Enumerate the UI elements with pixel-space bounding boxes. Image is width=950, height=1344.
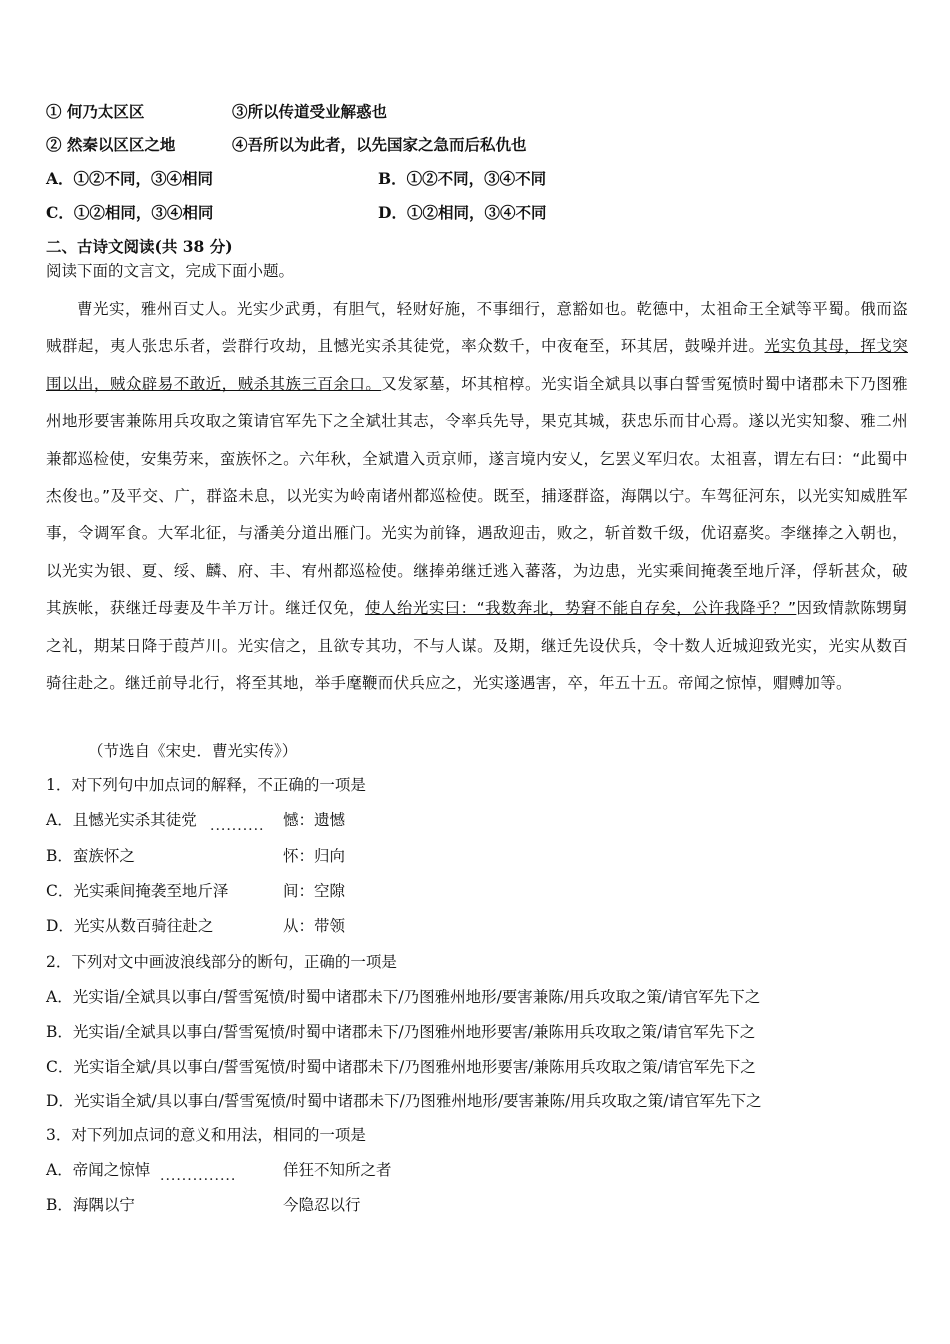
- q2-option-a: A．光实诣/全斌具以事白/誓雪冤愤/时蜀中诸郡未下/乃图雅州地形/要害兼陈/用兵攻取之策/请官军先下之: [46, 988, 761, 1006]
- passage-text: [46, 291, 908, 702]
- q2-option-b: B．光实诣/全斌具以事白/誓雪冤愤/时蜀中诸郡未下/乃图雅州地形要害/兼陈用兵攻取之策/请官军先下之: [46, 1023, 756, 1041]
- choice-row-cd: [46, 202, 547, 224]
- option-row-1: [46, 101, 388, 123]
- option-1: ① 何乃太区区: [46, 102, 145, 121]
- q1-gloss-a: 憾：遗憾: [283, 811, 346, 829]
- q1-option-a: A．且憾光实杀其徒党: [46, 811, 197, 829]
- choice-a: A．①②不同，③④相同: [46, 169, 214, 188]
- option-2: ② 然秦以区区之地: [46, 135, 176, 154]
- q3-dot-leader: ..............: [160, 1168, 237, 1184]
- option-3: ③所以传道受业解惑也: [232, 102, 388, 121]
- q1-gloss-d: 从：带领: [283, 917, 346, 935]
- option-row-2: [46, 134, 527, 156]
- q3-stem: 3．对下列加点词的意义和用法，相同的一项是: [46, 1126, 366, 1144]
- q3-option-b: B．海隅以宁: [46, 1196, 135, 1214]
- passage-part-1: 曹光实，雅州百丈人。光实少武勇，有胆气，轻财好施，不事细行，意豁如也。乾德中，太祖命王全斌等平蜀。俄而盗贼群起，夷人张忠乐者，尝群行攻劫，且憾光实杀其徒党，率众数千，中夜奄至，环其居，鼓噪并进。: [46, 300, 908, 356]
- q1-stem: 1．对下列句中加点词的解释，不正确的一项是: [46, 776, 366, 794]
- choice-row-ab: [46, 168, 547, 190]
- q1-option-c: C．光实乘间掩袭至地斤泽: [46, 882, 229, 900]
- q1-dot-leader: ..........: [210, 818, 265, 834]
- q2-stem: 2．下列对文中画波浪线部分的断句，正确的一项是: [46, 953, 397, 971]
- q1-option-d: D．光实从数百骑往赴之: [46, 917, 214, 935]
- section-title: 二、古诗文阅读(共 38 分): [46, 237, 233, 256]
- q3-gloss-a: 佯狂不知所之者: [283, 1161, 392, 1179]
- passage-underline-2: 使人绐光实曰：“我数奔北，势窘不能自存矣，公许我降乎？”: [364, 599, 797, 618]
- q1-option-b: B．蛮族怀之: [46, 847, 135, 865]
- q1-gloss-b: 怀：归向: [283, 847, 346, 865]
- q2-option-c: C．光实诣全斌/具以事白/誓雪冤愤/时蜀中诸郡未下/乃图雅州地形要害/兼陈用兵攻取之策/请官军先下之: [46, 1058, 756, 1076]
- passage-underline-1: 光实负其母，挥戈突围以出，贼众辟易不敢近，贼杀其族三百余口。: [46, 337, 908, 393]
- q3-option-a: A．帝闻之惊悼: [46, 1161, 151, 1179]
- option-4: ④吾所以为此者，以先国家之急而后私仇也: [232, 135, 527, 154]
- choice-d: D．①②相同，③④不同: [378, 203, 547, 222]
- q3-gloss-b: 今隐忍以行: [283, 1196, 361, 1214]
- q1-gloss-c: 间：空隙: [283, 882, 346, 900]
- q2-option-d: D．光实诣全斌/具以事白/誓雪冤愤/时蜀中诸郡未下/乃图雅州地形/要害兼陈/用兵攻取之策/请官军先下之: [46, 1092, 762, 1110]
- choice-c: C．①②相同，③④相同: [46, 203, 214, 222]
- choice-b: B．①②不同，③④不同: [378, 169, 547, 188]
- passage-source: （节选自《宋史．曹光实传》）: [88, 742, 298, 760]
- passage-part-2: 又发冢墓，坏其棺椁。光实诣全斌具以事白誓雪冤愤时蜀中诸郡未下乃图雅州地形要害兼陈用兵攻取之策请官军先下之全斌壮其志，令率兵先导，果克其城，获忠乐而甘心焉。遂以光实知黎、雅二州兼都巡检使，安集劳来，蛮族怀之。六年秋，全斌遣入贡京师，遂言境内安乂，乞罢义军归农。太祖喜，谓左右曰：“此蜀中杰俊也。”及平交、广，群盗未息，以光实为岭南诸州都巡检使。既至，捕逐群盗，海隅以宁。车驾征河东，以光实知威胜军事，令调军食。大军北征，与潘美分道出雁门。光实为前锋，遇敌迎击，败之，斩首数千级，优诏嘉奖。李继捧之入朝也，以光实为银、夏、绥、麟、府、丰、宥州都巡检使。继捧弟继迁逃入蕃落，为边患，光实乘间掩袭至地斤泽，俘斩甚众，破其族帐，获继迁母妻及牛羊万计。继迁仅免，: [46, 374, 908, 618]
- section-instruction: 阅读下面的文言文，完成下面小题。: [46, 262, 295, 280]
- passage-part-3: 因致情款陈甥舅之礼，期某日降于葭芦川。光实信之，且欲专其功，不与人谋。及期，继迁先设伏兵，令十数人近城迎致光实，光实从数百骑往赴之。继迁前导北行，将至其地，举手麾鞭而伏兵应之，光实遂遇害，卒，年五十五。帝闻之惊悼，赗赙加等。: [46, 599, 908, 693]
